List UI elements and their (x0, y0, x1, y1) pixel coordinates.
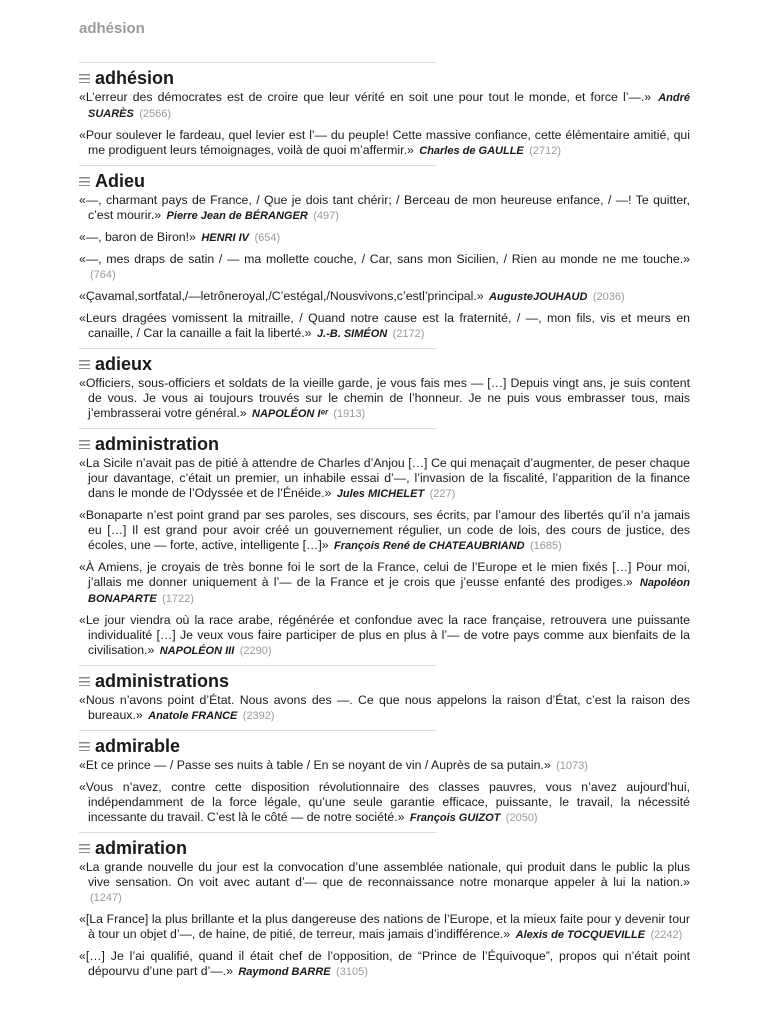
entry (79, 348, 690, 422)
quote-text: «Vous n’avez, contre cette disposition révolutionnaire des classes pauvres, vous n’avez aujourd’hui, indépendamment de la force légale, qu’une seule garantie efficace, puissante, le travail, la nécessité incessante du travail. C’est là le côté — de notre société.» (79, 780, 690, 824)
quote-text: «La Sicile n’avait pas de pitié à attendre de Charles d’Anjou […] Ce qui menaçait d’augmenter, de peser chaque jour davantage, c’était un premier, un inhabile essai d’—, l’invasion de la fiscalité, l’apparition de la finance dans le monde de l’Odyssée et de l’Énéide.» (79, 456, 690, 500)
menu-lines-icon (79, 74, 90, 83)
entry (79, 165, 690, 342)
entry-word: adieux (95, 354, 153, 374)
menu-lines-icon (79, 844, 90, 853)
quote-text: «La grande nouvelle du jour est la convocation d’une assemblée nationale, qui produit dans le public la plus vive sensation. On voit avec autant d’— que de reconnaissance notre monarque appeler à lui la nation.» (79, 860, 690, 889)
entry-heading (79, 665, 436, 691)
quote-text: «Et ce prince — / Passe ses nuits à table / En se noyant de vin / Auprès de sa putain.» (79, 758, 551, 772)
quote-reference-number: (2392) (242, 710, 275, 722)
entry-word: adhésion (95, 68, 175, 88)
quote-text: «—, mes draps de satin / — ma mollette couche, / Car, sans mon Sicilien, / Rien au monde ne me touche.» (79, 252, 690, 266)
quote-author: François GUIZOT (409, 812, 501, 824)
quote (79, 456, 690, 502)
quote-author: NAPOLÉON Iᵉʳ (252, 408, 328, 420)
quote-author: Charles de GAULLE (419, 145, 524, 157)
quote (79, 758, 690, 774)
entry-heading (79, 730, 436, 756)
entry-heading (79, 832, 436, 858)
entry-word: admirable (95, 736, 181, 756)
quote-author: J.-B. SIMÉON (316, 328, 388, 340)
quote-text: «Çavamal,sortfatal,/—letrôneroyal,/C’estégal,/Nousvivons,c’estl’principal.» (79, 289, 484, 303)
quote (79, 252, 690, 283)
dictionary-content (79, 62, 690, 986)
quote-reference-number: (2566) (139, 108, 172, 120)
menu-lines-icon (79, 440, 90, 449)
quote (79, 693, 690, 724)
quote-reference-number: (2712) (529, 145, 561, 157)
entry (79, 665, 690, 724)
entry-word: admiration (95, 838, 188, 858)
entry (79, 62, 690, 159)
entry-word: administrations (95, 671, 230, 691)
quote-reference-number: (227) (429, 488, 456, 500)
quote-reference-number: (1247) (90, 892, 122, 904)
quote-reference-number: (2036) (592, 291, 625, 303)
quote (79, 311, 690, 342)
quote-author: André SUARÈS (88, 92, 690, 120)
quote-author: Pierre Jean de BÉRANGER (166, 210, 308, 222)
quote-reference-number: (764) (90, 269, 116, 281)
entry (79, 730, 690, 826)
quote (79, 780, 690, 826)
quote-text: «—, charmant pays de France, / Que je dois tant chérir; / Berceau de mon heureuse enfance, / —! Te quitter, c’est mourir.» (79, 193, 690, 222)
quote-reference-number: (2242) (650, 929, 683, 941)
quote-author: François René de CHATEAUBRIAND (334, 540, 525, 552)
quote-reference-number: (1073) (556, 760, 588, 772)
menu-lines-icon (79, 360, 90, 369)
quote-text: «[…] Je l’ai qualifié, quand il était chef de l’opposition, de “Prince de l’Équivoque”, propos qui n’était point dépourvu d’une part d’—.» (79, 949, 690, 978)
quote-text: «—, baron de Biron!» (79, 230, 196, 244)
quote-text: «Bonaparte n’est point grand par ses paroles, ses discours, ses écrits, par l’amour des libertés qu’il n’a jamais eu […] Il est grand pour avoir créé un gouvernement régulier, un code de lois, des cours de justice, des écoles, une — forte, active, intelligente […]» (79, 508, 690, 552)
menu-lines-icon (79, 677, 90, 686)
entry-heading (79, 165, 436, 191)
quote-author: Raymond BARRE (238, 966, 331, 978)
quote-author: AugusteJOUHAUD (489, 291, 588, 303)
quote (79, 90, 690, 122)
quote (79, 230, 690, 246)
quote-reference-number: (497) (313, 210, 339, 222)
quote (79, 613, 690, 659)
quote (79, 128, 690, 159)
quote-reference-number: (2050) (505, 812, 538, 824)
entry-heading (79, 428, 436, 454)
quote (79, 508, 690, 554)
quote-text: «Nous n’avons point d’État. Nous avons des —. Ce que nous appelons la raison d’État, c’est la raison des bureaux.» (79, 693, 690, 722)
quote-author: Alexis de TOCQUEVILLE (515, 929, 646, 941)
quote-reference-number: (1685) (529, 540, 562, 552)
running-head: adhésion (79, 20, 145, 37)
quote-reference-number: (2172) (392, 328, 425, 340)
quote-author: HENRI IV (201, 232, 250, 244)
quote (79, 289, 690, 305)
entry-heading (79, 348, 436, 374)
quote-text: «Officiers, sous-officiers et soldats de la vieille garde, je vous fais mes — […] Depuis vingt ans, je suis content de vous. Je vous ai toujours trouvés sur le chemin de l’honneur. Je ne puis vous embrasser tous, mais j’embrasserai votre général.» (79, 376, 690, 420)
quote (79, 560, 690, 607)
entry (79, 832, 690, 980)
quote (79, 376, 690, 422)
quote-author: Jules MICHELET (336, 488, 425, 500)
quote-author: Napoléon BONAPARTE (88, 577, 690, 605)
menu-lines-icon (79, 742, 90, 751)
entry-word: administration (95, 434, 220, 454)
quote-text: «L’erreur des démocrates est de croire que leur vérité en soit une pour tout le monde, et force l’—.» (79, 90, 652, 104)
quote-text: «Pour soulever le fardeau, quel levier est l’— du peuple! Cette massive confiance, cette élémentaire amitié, qui me prodiguent leurs témoignages, voilà de quoi m’affermir.» (79, 128, 690, 157)
entry (79, 428, 690, 659)
quote-reference-number: (1913) (333, 408, 366, 420)
quote-reference-number: (1722) (162, 593, 194, 605)
quote (79, 912, 690, 943)
quote-author: Anatole FRANCE (148, 710, 238, 722)
quote-text: «Le jour viendra où la race arabe, régénérée et confondue avec la race française, retrouvera une puissante individualité […] Je veux vous faire participer de plus en plus à l’— de votre pays comme aux bienfaits de la civilisation.» (79, 613, 690, 657)
quote-reference-number: (2290) (239, 645, 272, 657)
quote-reference-number: (654) (254, 232, 281, 244)
quote-reference-number: (3105) (336, 966, 368, 978)
quote-text: «À Amiens, je croyais de très bonne foi le sort de la France, celui de l’Europe et le mien fixés […] Pour moi, j’allais me donner uniquement à l’— de la France et je crois que j’eusse enfanté des prodiges.» (79, 560, 690, 589)
quote (79, 860, 690, 906)
entry-heading (79, 62, 436, 88)
quote-text: «Leurs dragées vomissent la mitraille, / Quand notre cause est la fraternité, / —, mon fils, vis et meurs en canaille, / Car la canaille a fait la liberté.» (79, 311, 690, 340)
quote-author: NAPOLÉON III (159, 645, 235, 657)
quote-text: «[La France] la plus brillante et la plus dangereuse des nations de l’Europe, et la mieux faite pour y devenir tour à tour un objet d’—, de haine, de pitié, de terreur, mais jamais d’indifférence.» (79, 912, 690, 941)
quote (79, 193, 690, 224)
entry-word: Adieu (95, 171, 146, 191)
quote (79, 949, 690, 980)
menu-lines-icon (79, 177, 90, 186)
